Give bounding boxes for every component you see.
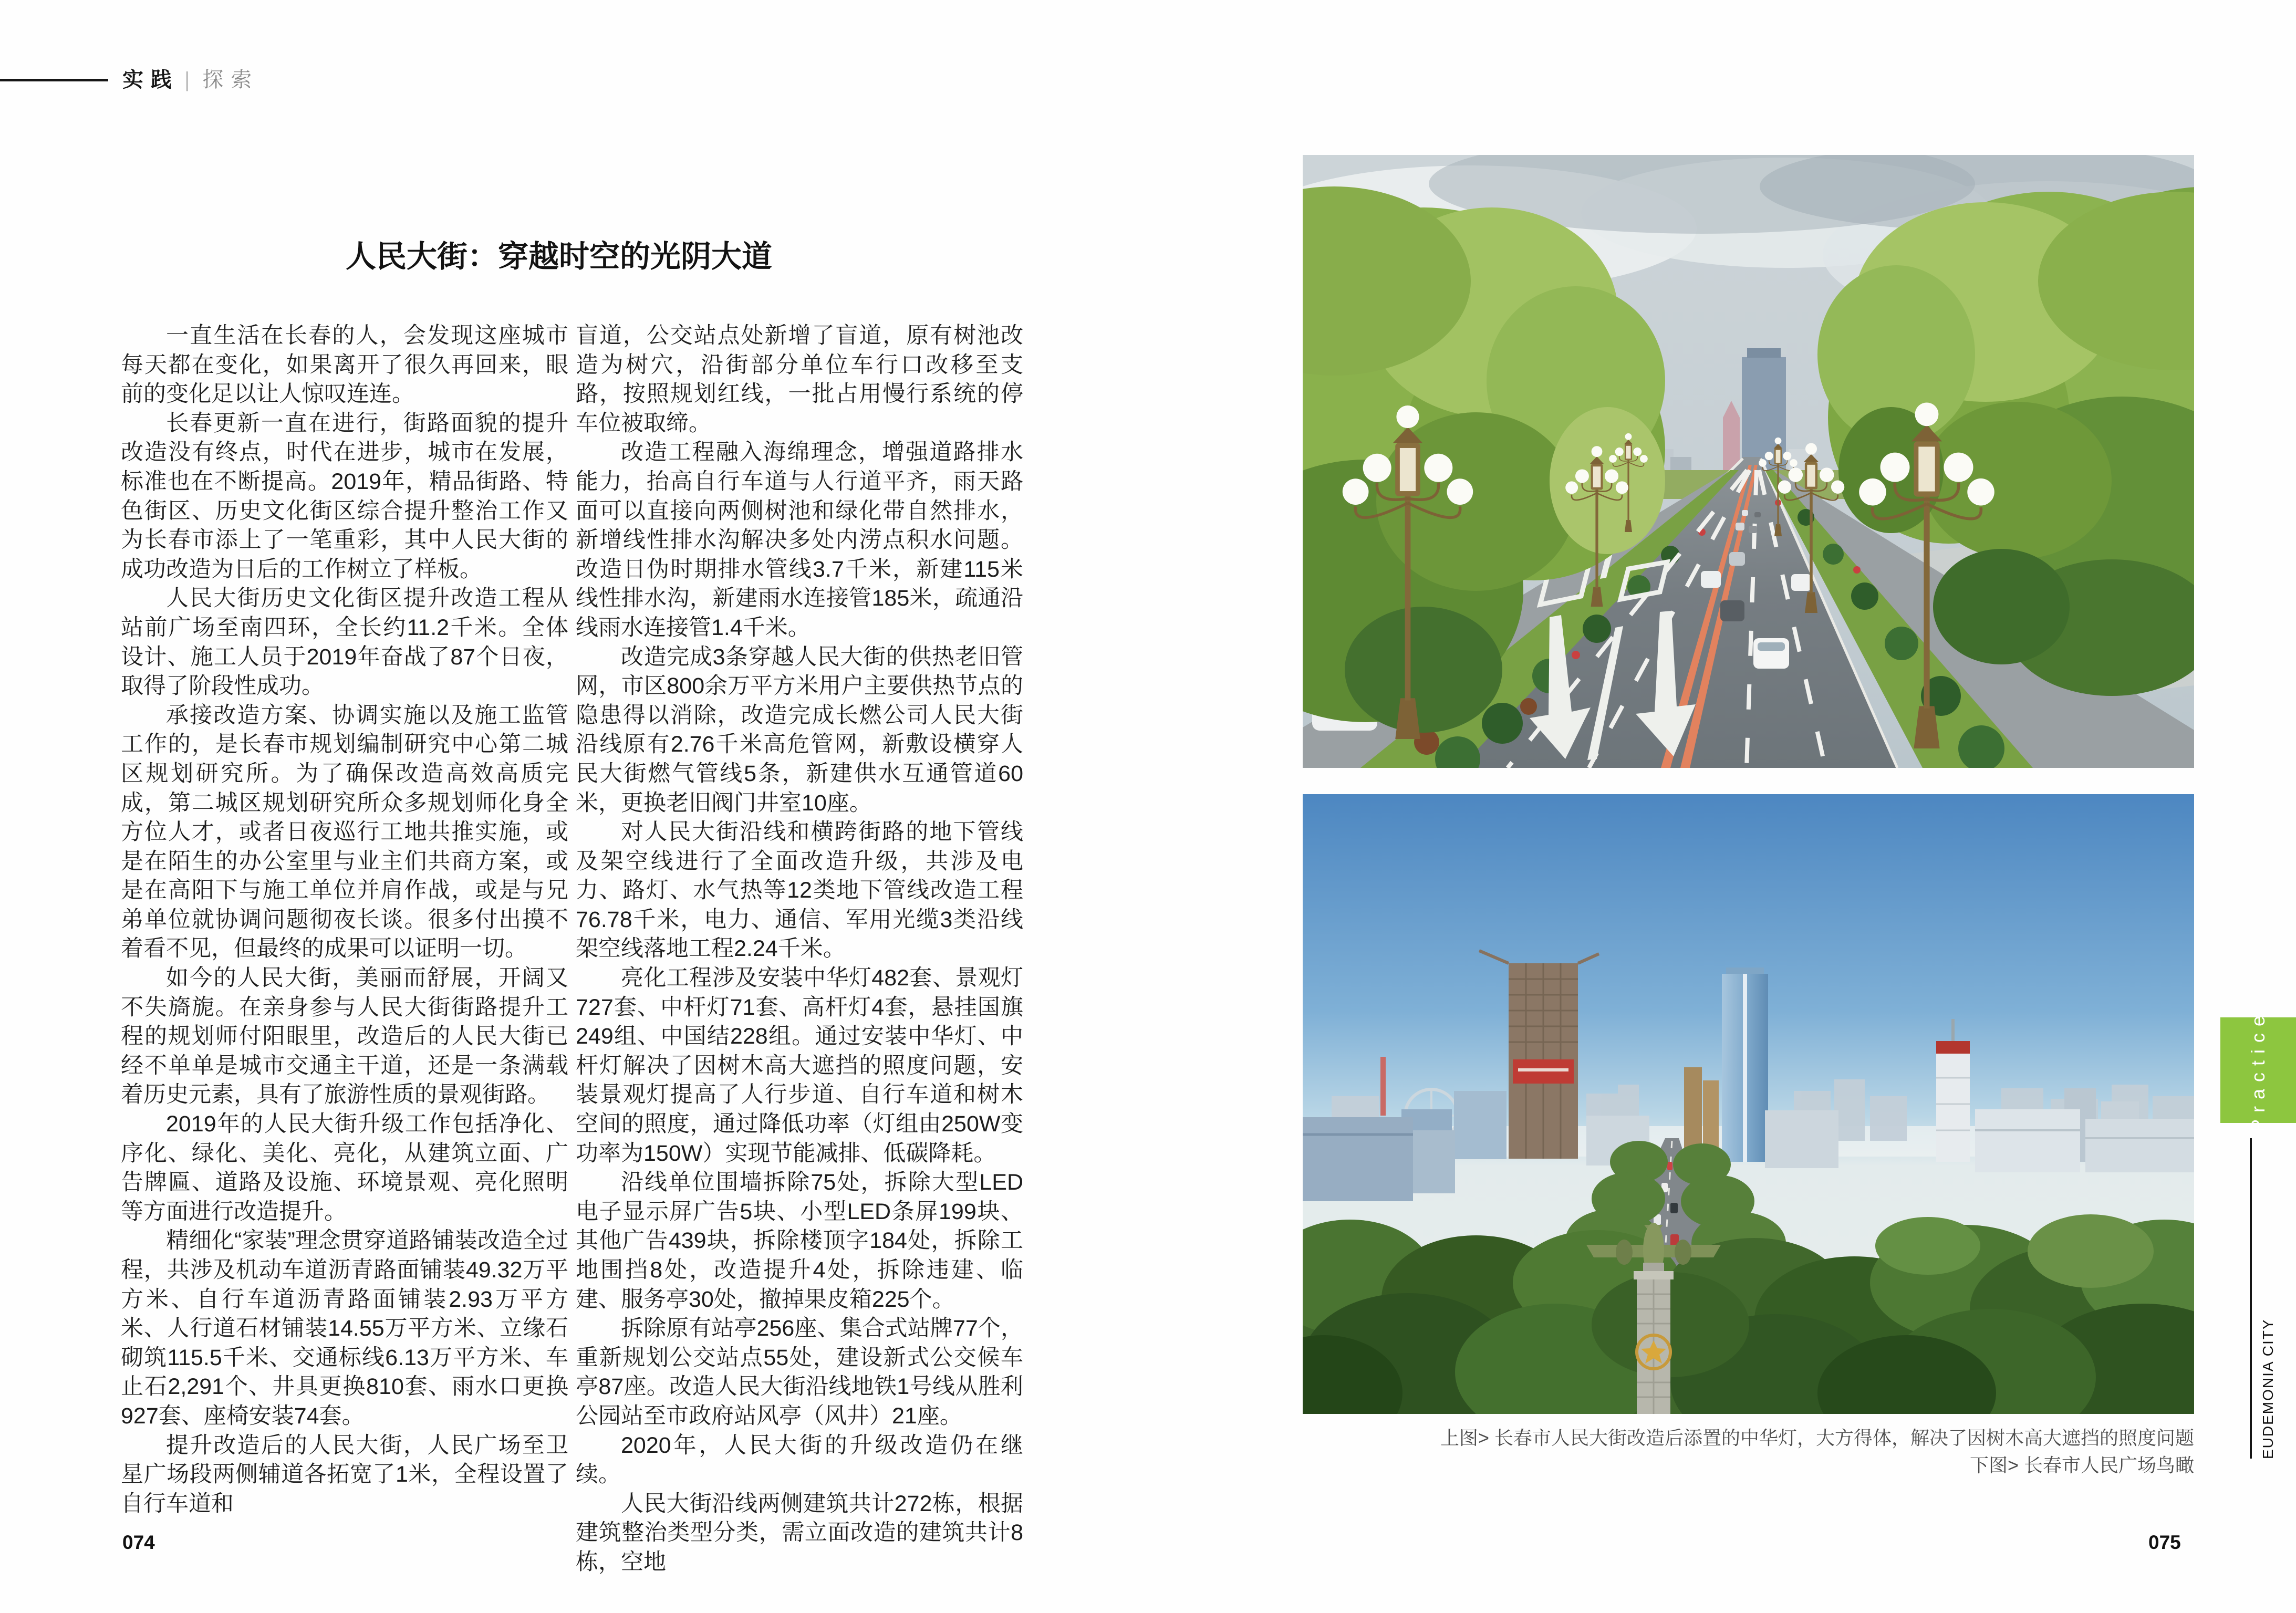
paragraph: 对人民大街沿线和横跨街路的地下管线及架空线进行了全面改造升级，共涉及电力、路灯、水气热等12类地下管线改造工程76.78千米，电力、通信、军用光缆3类沿线架空线落地工程2.24千米。 (576, 819, 1023, 962)
paragraph: 精细化“家装”理念贯穿道路铺装改造全过程，共涉及机动车道沥青路面铺装49.32万平方米、自行车道沥青路面铺装2.93万平方米、人行道石材铺装14.55万平方米、立缘石砌筑115.5千米、交通标线6.13万平方米、车止石2,291个、井具更换810套、雨水口更换927套、座椅安装74套。 (121, 1228, 568, 1429)
plaza-aerial-illustration (1303, 794, 2194, 1414)
page-number-left: 074 (122, 1532, 155, 1553)
paragraph: 一直生活在长春的人，会发现这座城市每天都在变化，如果离开了很久再回来，眼前的变化足以让人惊叹连连。 (121, 323, 568, 407)
header-rule (0, 79, 108, 81)
paragraph: 沿线单位围墙拆除75处，拆除大型LED电子显示屏广告5块、小型LED条屏199块、其他广告439块，拆除楼顶字184处，拆除工地围挡8处，改造提升4处，拆除违建、临建、服务亭30处，撤掉果皮箱225个。 (576, 1170, 1023, 1312)
section-name: 实践 (122, 68, 179, 91)
article-title-rest: 穿越时空的光阴大道 (498, 239, 773, 274)
caption-line-top: 上图> 长春市人民大街改造后添置的中华灯，大方得体，解决了因树木高大遮挡的照度问题 (1440, 1427, 2194, 1449)
paragraph: 拆除原有站亭256座、集合式站牌77个，重新规划公交站点55处，建设新式公交候车亭87座。改造人民大街沿线地铁1号线从胜利公园站至市政府站风亭（风井）21座。 (576, 1316, 1023, 1429)
paragraph: 改造完成3条穿越人民大街的供热老旧管网，市区800余万平方米用户主要供热节点的隐患得以消除，改造完成长燃公司人民大街沿线原有2.76千米高危管网，新敷设横穿人民大街燃气管线5条，新建供水互通管道60米，更换老旧阀门井室10座。 (576, 644, 1023, 816)
paragraph: 亮化工程涉及安装中华灯482套、景观灯727套、中杆灯71套、高杆灯4套，悬挂国旗249组、中国结228组。通过安装中华灯、中杆灯解决了因树木高大遮挡的照度问题，安装景观灯提高了人行步道、自行车道和树木空间的照度，通过降低功率（灯组由250W变功率为150W）实现节能减排、低碳降耗。 (576, 965, 1023, 1166)
section-divider: | (184, 68, 198, 91)
article-title (346, 232, 772, 276)
paragraph: 如今的人民大街，美丽而舒展，开阔又不失旖旎。在亲身参与人民大街街路提升工程的规划师付阳眼里，改造后的人民大街已经不单单是城市交通主干道，还是一条满载着历史元素，具有了旅游性质的景观街路。 (121, 965, 568, 1108)
spine-rule (2250, 1138, 2252, 1459)
paragraph: 人民大街历史文化街区提升改造工程从站前广场至南四环，全长约11.2千米。全体设计、施工人员于2019年奋战了87个日夜，取得了阶段性成功。 (121, 586, 568, 699)
subsection-name: 探索 (202, 68, 259, 91)
section-header (122, 63, 259, 93)
paragraph: 2019年的人民大街升级工作包括净化、序化、绿化、美化、亮化，从建筑立面、广告牌匾、道路及设施、环境景观、亮化照明等方面进行改造提升。 (121, 1111, 568, 1224)
paragraph: 长春更新一直在进行，街路面貌的提升改造没有终点，时代在进步，城市在发展，标准也在不断提高。2019年，精品街路、特色街区、历史文化街区综合提升整治工作又为长春市添上了一笔重彩，其中人民大街的成功改造为日后的工作树立了样板。 (121, 410, 568, 582)
body-column-middle (576, 321, 1023, 1577)
street-photo-illustration (1303, 155, 2194, 768)
paragraph: 改造工程融入海绵理念，增强道路排水能力，抬高自行车道与人行道平齐，雨天路面可以直接向两侧树池和绿化带自然排水，新增线性排水沟解决多处内涝点积水问题。改造日伪时期排水管线3.7千米，新建115米线性排水沟，新建雨水连接管185米，疏通沿线雨水连接管1.4千米。 (576, 440, 1023, 640)
section-tab (2220, 1008, 2296, 1132)
paragraph: 承接改造方案、协调实施以及施工监管工作的，是长春市规划编制研究中心第二城区规划研究所。为了确保改造高效高质完成，第二城区规划研究所众多规划师化身全方位人才，或者日夜巡行工地共推实施，或是在陌生的办公室里与业主们共商方案，或是在高阳下与施工单位并肩作战，或是与兄弟单位就协调问题彻夜长谈。很多付出摸不着看不见，但最终的成果可以证明一切。 (121, 702, 568, 962)
paragraph-continuation: 盲道，公交站点处新增了盲道，原有树池改造为树穴，沿街部分单位车行口改移至支路，按照规划红线，一批占用慢行系统的停车位被取缔。 (576, 323, 1023, 436)
paragraph: 提升改造后的人民大街，人民广场至卫星广场段两侧辅道各拓宽了1米，全程设置了自行车道和 (121, 1432, 568, 1516)
magazine-spine-title: EUDEMONIA CITY (2260, 1318, 2276, 1459)
plaza-aerial-photo (1303, 794, 2194, 1414)
section-tab-label: Practice (2247, 1008, 2269, 1132)
body-column-left (121, 321, 568, 1518)
glass-skyscraper (1722, 967, 1768, 1162)
street-photo (1303, 155, 2194, 768)
paragraph: 2020年，人民大街的升级改造仍在继续。 (576, 1432, 1023, 1487)
tree-canopy (1303, 1214, 2194, 1414)
article-title-strong: 人民大街： (346, 239, 498, 274)
paragraph: 人民大街沿线两侧建筑共计272栋，根据建筑整治类型分类，需立面改造的建筑共计8栋，空地 (576, 1491, 1023, 1575)
photo-caption (1440, 1424, 2194, 1479)
caption-line-bottom: 下图> 长春市人民广场鸟瞰 (1969, 1454, 2194, 1476)
page-number-right: 075 (2148, 1532, 2181, 1553)
